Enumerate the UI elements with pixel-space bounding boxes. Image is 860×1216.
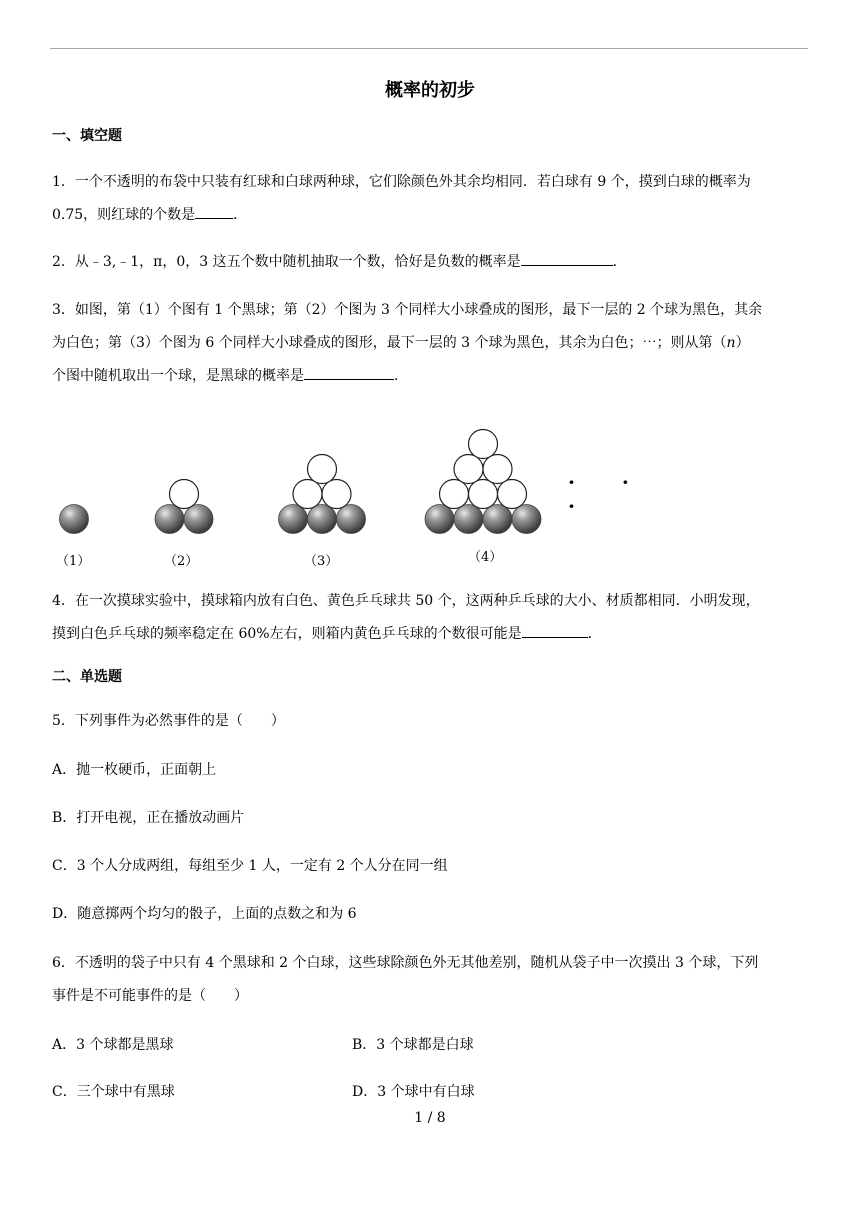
black-ball — [155, 505, 184, 534]
ball-figure-3 — [279, 455, 366, 534]
q1-line1: 1．一个不透明的布袋中只装有红球和白球两种球，它们除颜色外其余均相同．若白球有 9 个，摸到白球的概率为 — [52, 174, 751, 190]
q5-option-b[interactable]: B．打开电视，正在播放动画片 — [52, 810, 245, 826]
black-ball — [279, 505, 308, 534]
white-ball — [322, 480, 351, 509]
q1-line2: 0.75，则红球的个数是 ． — [52, 199, 808, 232]
ellipsis-dots: · · · — [568, 470, 649, 518]
ball-figure-1 — [60, 505, 89, 534]
q6-line2: 事件是不可能事件的是（ ） — [52, 988, 248, 1004]
section-heading-single: 二、单选题 — [52, 669, 122, 685]
ball-figure-4 — [425, 430, 541, 534]
white-ball — [469, 480, 498, 509]
ball-figure-2 — [155, 480, 213, 534]
page-number: 1 / 8 — [414, 1110, 446, 1126]
q6-option-c[interactable]: C．三个球中有黑球 — [52, 1084, 175, 1100]
white-ball — [440, 480, 469, 509]
question-1 — [52, 166, 808, 232]
white-ball — [293, 480, 322, 509]
white-ball — [170, 480, 199, 509]
black-ball — [337, 505, 366, 534]
black-ball — [308, 505, 337, 534]
q4-line2: 摸到白色乒乓球的频率稳定在 60%左右，则箱内黄色乒乓球的个数很可能是 ． — [52, 618, 808, 651]
white-ball — [469, 430, 498, 459]
figure-label-3: （3） — [304, 554, 339, 569]
question-3 — [52, 294, 808, 393]
header-rule — [50, 48, 808, 49]
white-ball — [483, 455, 512, 484]
black-ball — [425, 505, 454, 534]
answer-blank[interactable] — [522, 623, 588, 638]
figure-label-4: （4） — [468, 550, 503, 565]
q6-line1: 6．不透明的袋子中只有 4 个黑球和 2 个白球，这些球除颜色外无其他差别，随机从袋子中一次摸出 3 个球，下列 — [52, 955, 759, 971]
q5-option-c[interactable]: C．3 个人分成两组，每组至少 1 人，一定有 2 个人分在同一组 — [52, 858, 448, 874]
white-ball — [454, 455, 483, 484]
black-ball — [184, 505, 213, 534]
question-2: 2．从﹣3,﹣1，π，0，3 这五个数中随机抽取一个数，恰好是负数的概率是 . — [52, 246, 808, 279]
q6-option-b[interactable]: B．3 个球都是白球 — [352, 1037, 474, 1053]
white-ball — [498, 480, 527, 509]
q6-option-d[interactable]: D．3 个球中有白球 — [352, 1084, 475, 1100]
stacked-balls-figure — [40, 418, 680, 573]
q4-line1: 4．在一次摸球实验中，摸球箱内放有白色、黄色乒乓球共 50 个，这两种乒乓球的大小、材质都相同．小明发现， — [52, 593, 760, 609]
q3-line3: 个图中随机取出一个球，是黑球的概率是 . — [52, 360, 808, 393]
black-ball — [454, 505, 483, 534]
q5-option-d[interactable]: D．随意掷两个均匀的骰子，上面的点数之和为 6 — [52, 906, 357, 922]
question-5-stem: 5．下列事件为必然事件的是（ ） — [52, 713, 285, 729]
black-ball — [483, 505, 512, 534]
section-heading-fill: 一、填空题 — [52, 128, 122, 144]
q5-option-a[interactable]: A．抛一枚硬币，正面朝上 — [52, 762, 217, 778]
answer-blank[interactable] — [521, 251, 613, 266]
q6-option-a[interactable]: A．3 个球都是黑球 — [52, 1037, 174, 1053]
white-ball — [308, 455, 337, 484]
answer-blank[interactable] — [304, 365, 394, 380]
figure-label-2: （2） — [164, 554, 199, 569]
black-ball — [512, 505, 541, 534]
page-title: 概率的初步 — [385, 80, 475, 101]
answer-blank[interactable] — [195, 204, 233, 219]
q3-line1: 3．如图，第（1）个图有 1 个黑球；第（2）个图为 3 个同样大小球叠成的图形，最下一层的 2 个球为黑色，其余 — [52, 302, 763, 318]
question-4 — [52, 585, 808, 651]
question-6 — [52, 947, 808, 1013]
figure-label-1: （1） — [56, 554, 91, 569]
black-ball — [60, 505, 89, 534]
q3-line2: 为白色；第（3）个图为 6 个同样大小球叠成的图形，最下一层的 3 个球为黑色，其余为白色；⋯；则从第（n） — [52, 335, 750, 351]
